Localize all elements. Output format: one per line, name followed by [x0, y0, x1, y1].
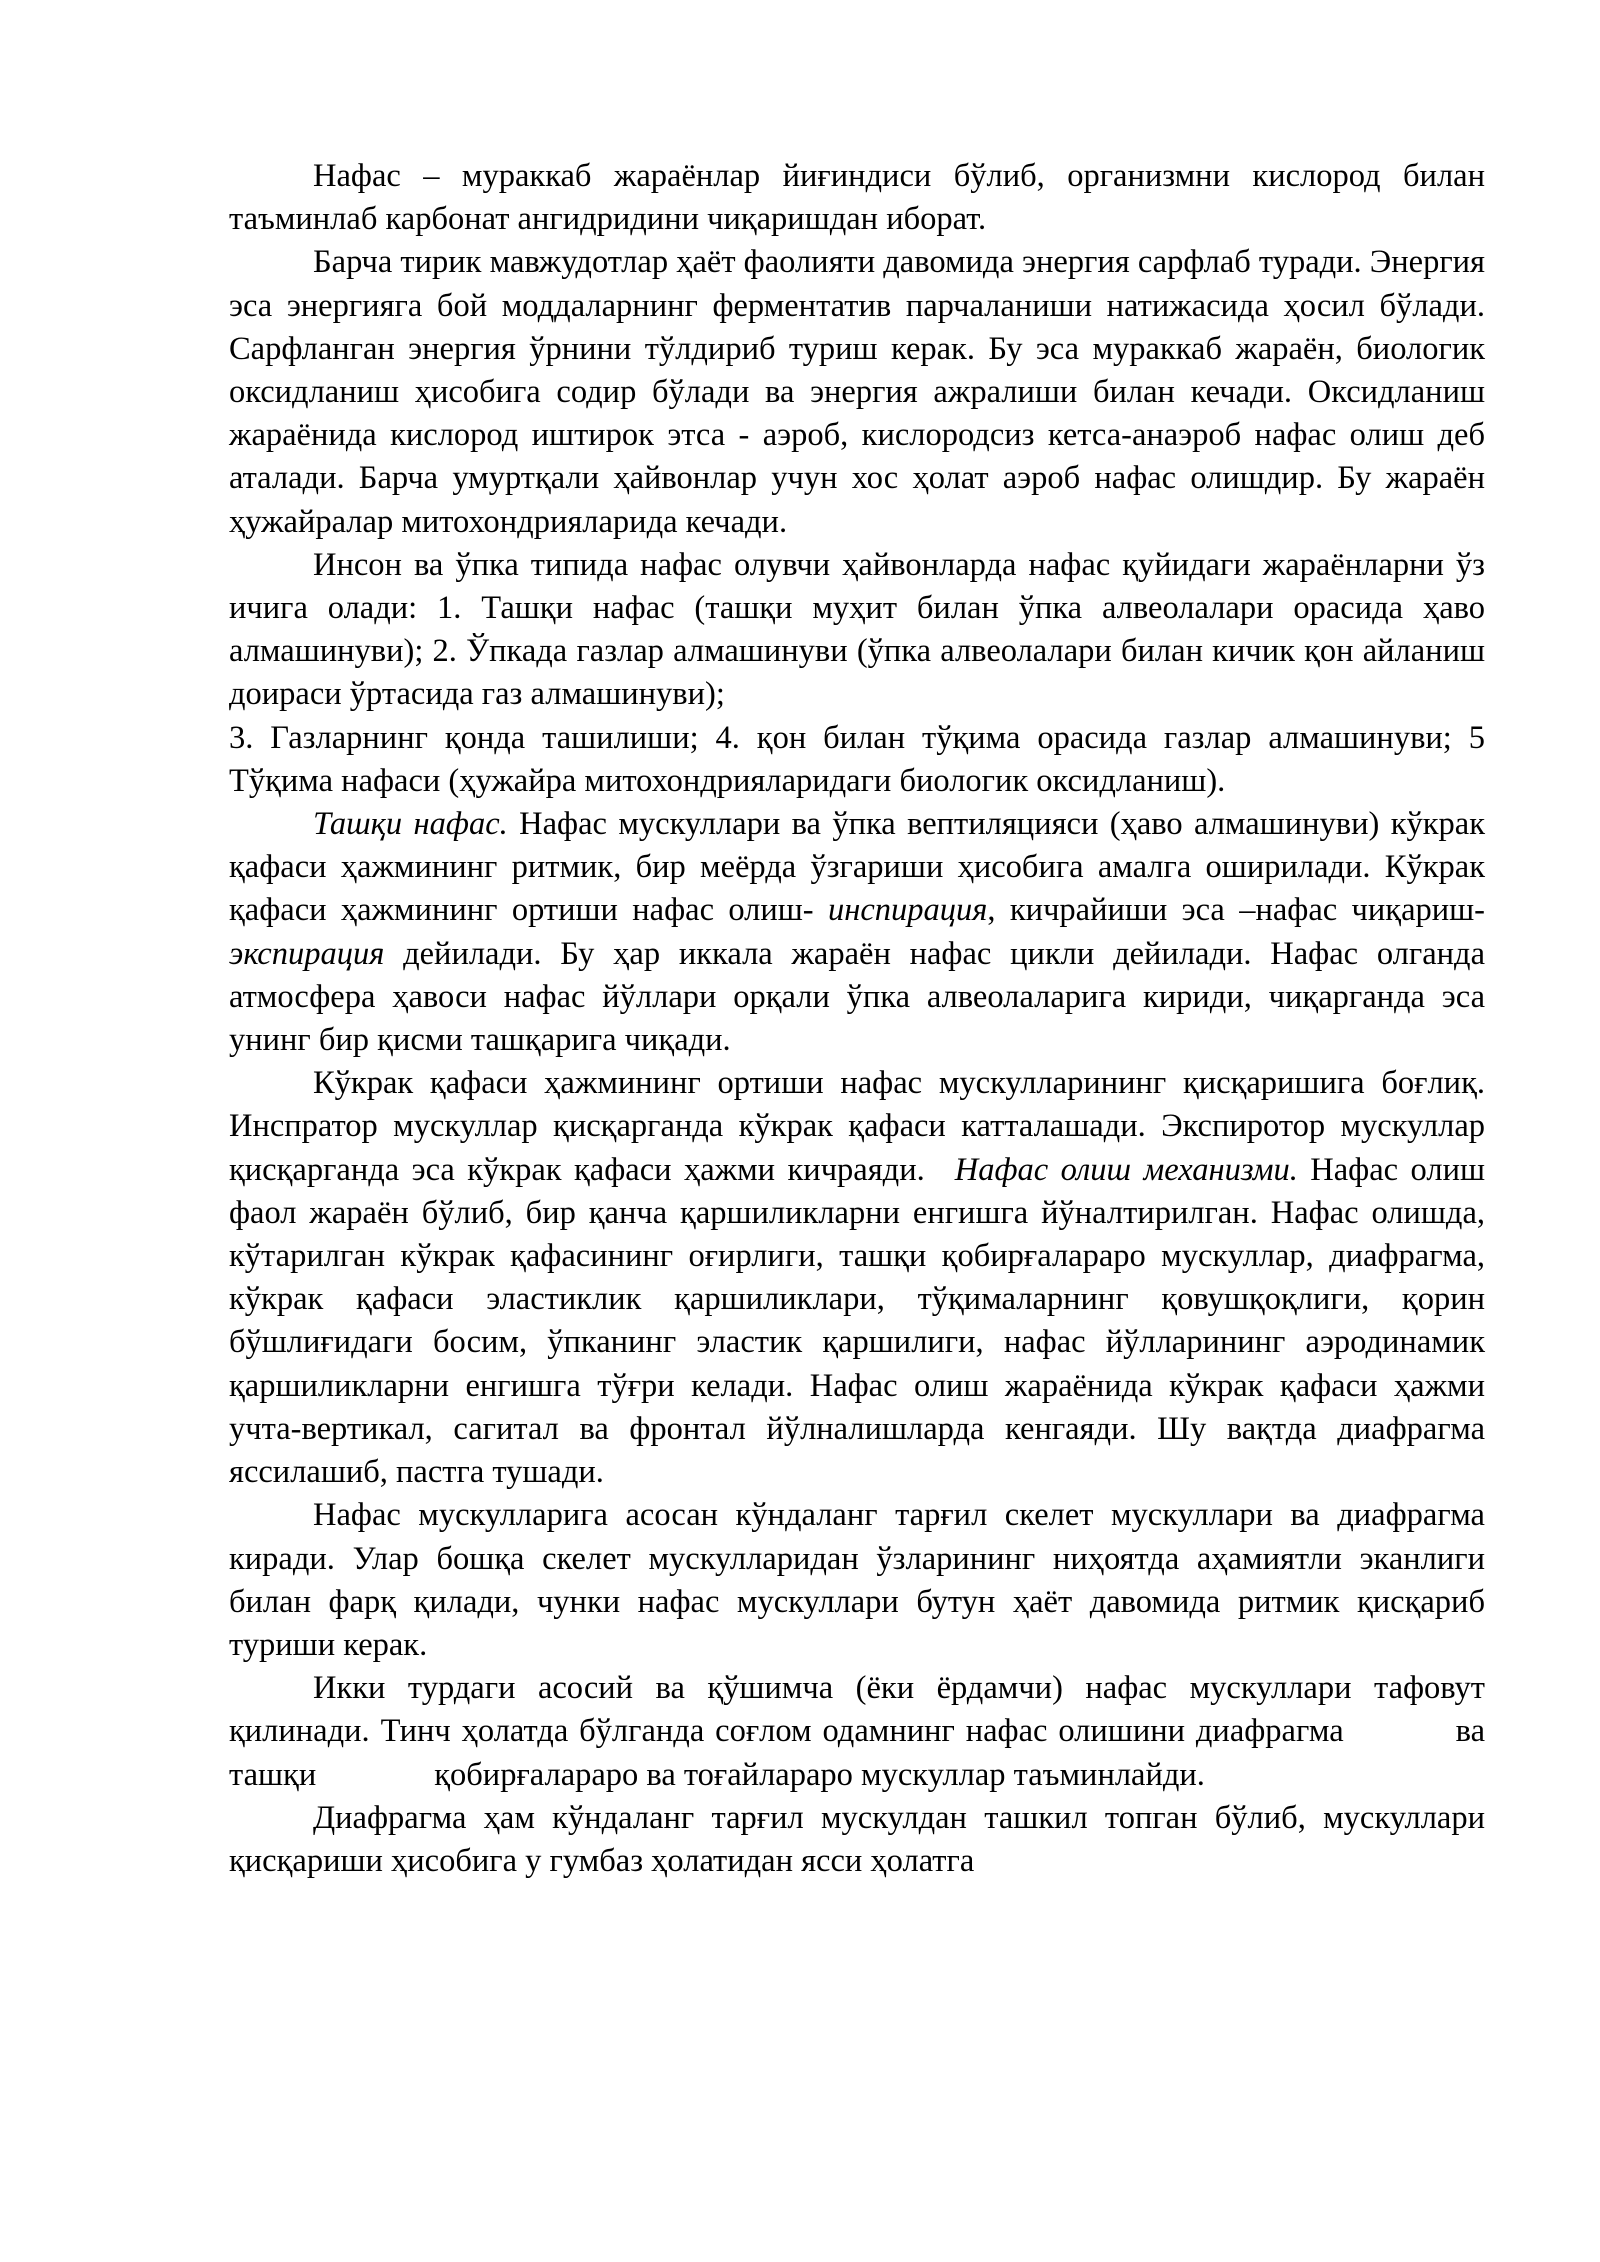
paragraph-6 — [229, 1062, 1485, 1494]
paragraph-5-text-b: , кичрайиши эса –нафас чиқариш- — [987, 892, 1485, 929]
paragraph-8-text-c: қобирғалараро ва тоғайлараро мускуллар таъминлайди. — [434, 1756, 1205, 1793]
paragraph-5 — [229, 803, 1485, 1062]
paragraph-5-text-a: Нафас мускуллари ва ўпка вептиляцияси (ҳаво алмашинуви) кўкрак қафаси ҳажмининг ритмик, бир меёрда ўзгариши ҳисобига амалга оширилади. Кўкрак қафаси ҳажмининг ортиши нафас олиш- — [229, 806, 1485, 929]
paragraph-4-text: 3. Газларнинг қонда ташилиши; 4. қон билан тўқима орасида газлар алмашинуви; 5 Тўқима нафаси (ҳужайра митохондрияларидаги биологик оксидланиш). — [229, 719, 1485, 799]
paragraph-8-text-b: ва ташқи — [229, 1713, 1485, 1793]
paragraph-7-text: Нафас мускулларига асосан кўндаланг тарғил скелет мускуллари ва диафрагма киради. Улар бошқа скелет мускулларидан ўзларининг ниҳоятда аҳамиятли эканлиги билан фарқ қилади, чунки нафас мускуллари бутун ҳаёт давомида ритмик қисқариб туриши керак. — [229, 1497, 1485, 1663]
paragraph-4 — [229, 717, 1485, 803]
paragraph-2 — [229, 241, 1485, 543]
paragraph-2-text: Барча тирик мавжудотлар ҳаёт фаолияти давомида энергия сарфлаб туради. Энергия эса энергияга бой моддаларнинг ферментатив парчаланиши натижасида ҳосил бўлади. Сарфланган энергия ўрнини тўлдириб туриш керак. Бу эса мураккаб жараён, биологик оксидланиш ҳисобига содир бўлади ва энергия ажралиши билан кечади. Оксидланиш жараёнида кислород иштирок этса - аэроб, кислородсиз кетса-анаэроб нафас олиш деб аталади. Барча умуртқали ҳайвонлар учун хос ҳолат аэроб нафас олишдир. Бу жараён ҳужайралар митохондрияларида кечади. — [229, 244, 1485, 540]
paragraph-6-text-b: Нафас олиш фаол жараён бўлиб, бир қанча қаршиликларни енгишга йўналтирилган. Нафас олишда, кўтарилган кўкрак қафасининг оғирлиги, ташқи қобирғалараро мускуллар, диафрагма, кўкрак қафаси эластиклик қаршиликлари, тўқималарнинг қовушқоқлиги, қорин бўшлиғидаги босим, ўпканинг эластик қаршилиги, нафас йўлларининг аэродинамик қаршиликларни енгишга тўғри келади. Нафас олиш жараёнида кўкрак қафаси ҳажми учта-вертикал, сагитал ва фронтал йўлналишларда кенгаяди. Шу вақтда диафрагма яссилашиб, пастга тушади. — [229, 1151, 1486, 1491]
paragraph-1-text: Нафас – мураккаб жараёнлар йиғиндиси бўлиб, организмни кислород билан таъминлаб карбонат ангидридини чиқаришдан иборат. — [229, 158, 1485, 238]
paragraph-9-text: Диафрагма ҳам кўндаланг тарғил мускулдан ташкил топган бўлиб, мускуллари қисқариши ҳисобига у гумбаз ҳолатидан ясси ҳолатга — [229, 1799, 1485, 1879]
paragraph-8 — [229, 1667, 1485, 1797]
paragraph-7 — [229, 1494, 1485, 1667]
term-expiration: экспирация — [229, 935, 385, 972]
term-inspiration: инспирация — [828, 892, 988, 929]
paragraph-3-text: Инсон ва ўпка типида нафас олувчи ҳайвонларда нафас қуйидаги жараёнларни ўз ичига олади: 1. Ташқи нафас (ташқи муҳит билан ўпка алвеолалари орасида ҳаво алмашинуви); 2. Ўпкада газлар алмашинуви (ўпка алвеолалари билан кичик қон айланиш доираси ўртасида газ алмашинуви); — [229, 546, 1485, 713]
heading-external-respiration: Ташқи нафас. — [313, 806, 508, 843]
paragraph-6-text-a: Кўкрак қафаси ҳажмининг ортиши нафас мускулларининг қисқаришига боғлиқ. Инспратор мускуллар қисқарганда кўкрак қафаси катталашади. Экспиротор мускуллар қисқарганда эса кўкрак қафаси ҳажми кичраяди. — [229, 1065, 1485, 1188]
paragraph-1 — [229, 155, 1485, 241]
heading-breathing-mechanism: Нафас олиш механизми. — [954, 1151, 1298, 1188]
paragraph-9 — [229, 1797, 1485, 1883]
paragraph-5-text-c: дейилади. Бу ҳар иккала жараён нафас цикли дейилади. Нафас олганда атмосфера ҳавоси нафас йўллари орқали ўпка алвеолаларига кириди, чиқарганда эса унинг бир қисми ташқарига чиқади. — [229, 935, 1485, 1059]
paragraph-8-text-a: Икки турдаги асосий ва қўшимча (ёки ёрдамчи) нафас мускуллари тафовут қилинади. Тинч ҳолатда бўлганда соғлом одамнинг нафас олишини диафрагма — [229, 1670, 1485, 1750]
document-body — [229, 155, 1485, 1883]
paragraph-3 — [229, 544, 1485, 717]
